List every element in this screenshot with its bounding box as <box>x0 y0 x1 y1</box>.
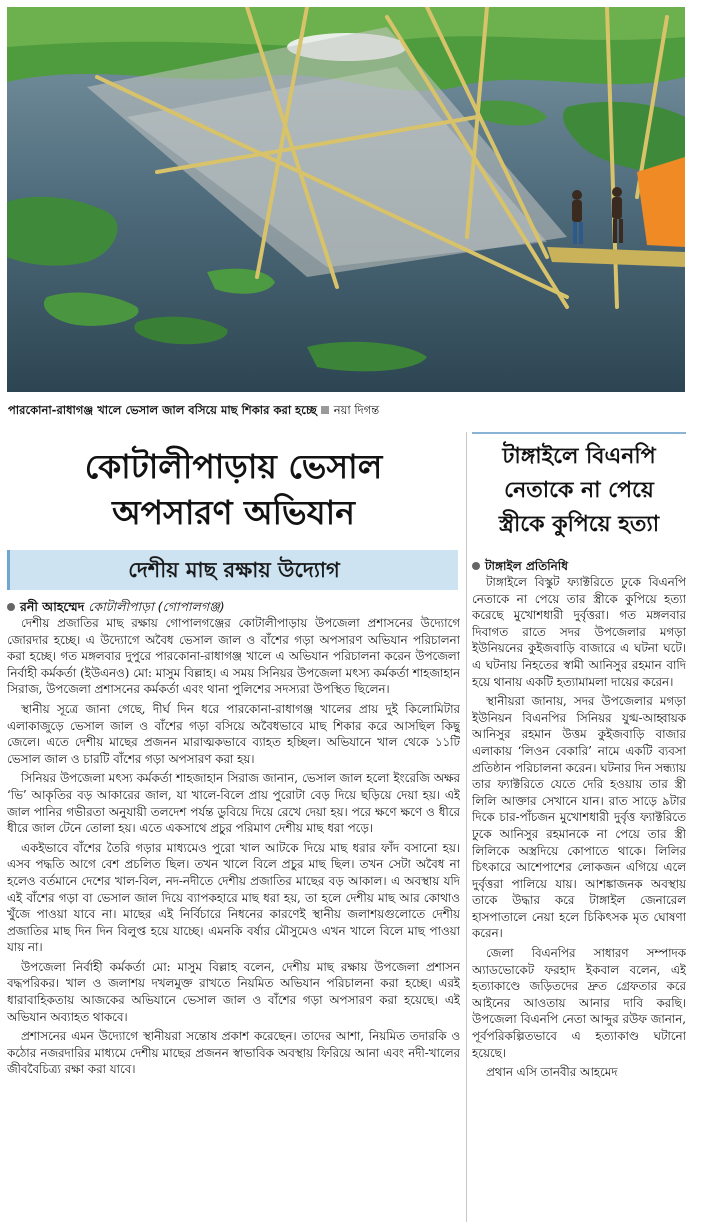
news-photo <box>7 7 685 392</box>
paragraph: টাঙ্গাইলে বিস্কুট ফ্যাক্টরিতে ঢুকে বিএনপি নেতাকে না পেয়ে তার স্ত্রীকে কুপিয়ে হত্যা করেছে মুখোশধারী দুর্বৃত্তরা। গত মঙ্গলবার দিবাগত রাতে সদর উপজেলার মগড়া ইউনিয়নের কুইজবাড়ি বাজারে এ ঘটনা ঘটে। এ ঘটনায় নিহতের স্বামী আনিসুর রহমান বাদি হয়ে থানায় একটি হত্যামামলা দায়ের করেন। <box>472 575 686 689</box>
right-headline-line-2: নেতাকে না পেয়ে <box>504 478 654 503</box>
paragraph: দেশীয় প্রজাতির মাছ রক্ষায় গোপালগঞ্জের কোটালীপাড়ায় উপজেলা প্রশাসনের উদ্যোগে জোরদার হচ্ছে। এ উদ্যোগে অবৈধ ভেসাল জাল ও বাঁশের গড়া অপসারণ অভিযান পরিচালনা করা হচ্ছে। গত মঙ্গলবার দুপুরে পারকোনা-রাধাগঞ্জ খালে এ অভিযান পরিচালনা করেন উপজেলা নির্বাহী কর্মকর্তা (ইউএনও) মো: মাসুম বিল্লাহ। এ সময় সিনিয়র উপজেলা মৎস্য কর্মকর্তা শাহজাহান সিরাজ, উপজেলা প্রশাসনের কর্মকর্তা এবং থানা পুলিশের সদস্যরা উপস্থিত ছিলেন। <box>7 616 460 697</box>
right-byline-text: টাঙ্গাইল প্রতিনিধি <box>485 559 568 573</box>
right-headline-line-1: টাঙ্গাইলে বিএনপি <box>502 444 656 469</box>
headline-line-1: কোটালীপাড়ায় ভেসাল <box>84 447 383 486</box>
paragraph: জেলা বিএনপির সাধারণ সম্পাদক অ্যাডভোকেট ফরহাদ ইকবাল বলেন, এই হত্যাকাণ্ডে জড়িতদের দ্রুত গ্রেফতার করে আইনের আওতায় আনার দাবি করছি। উপজেলা বিএনপি নেতা আব্দুর রউফ জানান, পূর্বপরিকল্পিতভাবে এ হত্যাকাণ্ড ঘটানো হয়েছে। <box>472 946 686 1060</box>
right-article-body <box>472 574 686 1081</box>
bullet-icon <box>472 562 480 570</box>
headline-line-2: অপসারণ অভিযান <box>112 493 355 532</box>
right-headline-line-3: স্ত্রীকে কুপিয়ে হত্যা <box>498 512 660 537</box>
right-article <box>472 432 686 1222</box>
paragraph: স্থানীয় সূত্রে জানা গেছে, দীর্ঘ দিন ধরে পারকোনা-রাধাগঞ্জ খালের প্রায় দুই কিলোমিটার এলাকাজুড়ে ভেসাল জাল ও বাঁশের গড়া বসিয়ে অবৈধভাবে মাছ শিকার করে আসছিল কিছু জেলে। এতে দেশীয় মাছের প্রজনন মারাত্মকভাবে ব্যাহত হচ্ছিল। অভিযানে খাল থেকে ১১টি ভেসাল জাল ও চারটি বাঁশের গড়া অপসারণ করা হয়। <box>7 701 460 766</box>
paragraph: স্থানীয়রা জানায়, সদর উপজেলার মগড়া ইউনিয়ন বিএনপির সিনিয়র যুগ্ম-আহ্বায়ক আনিসুর রহমান উত্তম কুইজবাড়ি বাজার এলাকায় ‘লিওন বেকারি’ নামে একটি ব্যবসা প্রতিষ্ঠান পরিচালনা করেন। ঘটনার দিন সন্ধ্যায় তার ফ্যাক্টরিতে যেতে দেরি হওয়ায় তার স্ত্রী লিলি আক্তার সেখানে যান। রাত সাড়ে ৯টার দিকে চার-পাঁচজন মুখোশধারী দুর্বৃত্ত ফ্যাক্টরিতে ঢুকে আনিসুর রহমানকে না পেয়ে তার স্ত্রী লিলিকে অস্ত্রদিয়ে কোপাতে থাকে। লিলির চিৎকারে আশেপাশের লোকজন এগিয়ে এলে দুর্বৃত্তরা পালিয়ে যায়। আশঙ্কাজনক অবস্থায় তাকে উদ্ধার করে টাঙ্গাইল জেনারেল হাসপাতালে নেয়া হলে চিকিৎসক মৃত ঘোষণা করেন। <box>472 694 686 941</box>
paragraph: প্রশাসনের এমন উদ্যোগে স্থানীয়রা সন্তোষ প্রকাশ করেছেন। তাদের আশা, নিয়মিত তদারকি ও কঠোর নজরদারির মাধ্যমে দেশীয় মাছের প্রজনন স্বাভাবিক অবস্থায় ফিরিয়ে আনা এবং নদী-খালের জীববৈচিত্র্য রক্ষা করা যাবে। <box>7 1029 460 1077</box>
column-divider <box>466 432 467 1222</box>
main-headline <box>7 432 460 544</box>
byline-place: কোটালীপাড়া (গোপালগঞ্জ) <box>88 599 225 614</box>
subheadline: দেশীয় মাছ রক্ষায় উদ্যোগ <box>7 550 458 590</box>
caption-separator <box>321 406 329 414</box>
paragraph: উপজেলা নির্বাহী কর্মকর্তা মো: মাসুম বিল্লাহ বলেন, দেশীয় মাছ রক্ষায় উপজেলা প্রশাসন বদ্ধপরিকর। খাল ও জলাশয় দখলমুক্ত রাখতে নিয়মিত অভিযান পরিচালনা করা হচ্ছে। এরই ধারাবাহিকতায় আজকের অভিযানে ভেসাল জাল ও বাঁশের গড়া অপসারণ করা হয়েছে। এই অভিযান অব্যাহত থাকবে। <box>7 959 460 1024</box>
fishing-net-photo <box>7 7 685 392</box>
left-article <box>7 432 460 1222</box>
article-body <box>7 615 460 1078</box>
bullet-icon <box>7 603 15 611</box>
caption-text: পারকোনা-রাধাগঞ্জ খালে ভেসাল জাল বসিয়ে মাছ শিকার করা হচ্ছে <box>8 403 317 417</box>
right-headline <box>472 432 686 552</box>
paragraph: সিনিয়র উপজেলা মৎস্য কর্মকর্তা শাহজাহান সিরাজ জানান, ভেসাল জাল হলো ইংরেজি অক্ষর ‘ভি’ আকৃতির বড় আকারের জাল, যা খালে-বিলে প্রায় পুরোটা বেড় দিয়ে ছড়িয়ে দেয়া হয়। এই জাল পানির গভীরতা অনুযায়ী তলদেশ পর্যন্ত ডুবিয়ে দিয়ে রেখে দেয়া হয়। পরে ক্ষণে ক্ষণে ও ধীরে ধীরে জাল টেনে তোলা হয়। এতে একসাথে প্রচুর পরিমাণ দেশীয় মাছ ধরা পড়ে। <box>7 771 460 836</box>
photo-caption <box>8 401 608 419</box>
byline <box>7 599 460 615</box>
byline-name: রনী আহম্মেদ <box>20 599 85 614</box>
paragraph: প্রথান এসি তানবীর আহমেদ <box>486 1065 618 1080</box>
caption-source: নয়া দিগন্ত <box>333 403 380 417</box>
paragraph: একইভাবে বাঁশের তৈরি গড়ার মাধ্যমেও পুরো খাল আটকে দিয়ে মাছ ধরার ফাঁদ বসানো হয়। এসব পদ্ধতি আগে বেশ প্রচলিত ছিল। তখন খালে বিলে প্রচুর মাছ ছিল। তখন সেটা অবৈধ না হলেও বর্তমানে দেশের খাল-বিল, নদ-নদীতে দেশীয় প্রজাতির মাছের বড় আকাল। এ অবস্থায় যদি এই বাঁশের গড়া বা ভেসাল জাল দিয়ে ব্যাপকহারে মাছ ধরা হয়, তা হলে দেশীয় মাছ আর কোথাও খুঁজে পাওয়া যাবে না। মাছের এই নির্বিচারে নিধনের কারণেই স্থানীয় জলাশয়গুলোতে দেশীয় প্রজাতির মাছ দিন দিন বিলুপ্ত হয়ে যাচ্ছে। এমনকি বর্ষার মৌসুমেও এখন খালে বিলে মাছ পাওয়া যায় না। <box>7 840 460 955</box>
right-byline <box>472 558 686 574</box>
